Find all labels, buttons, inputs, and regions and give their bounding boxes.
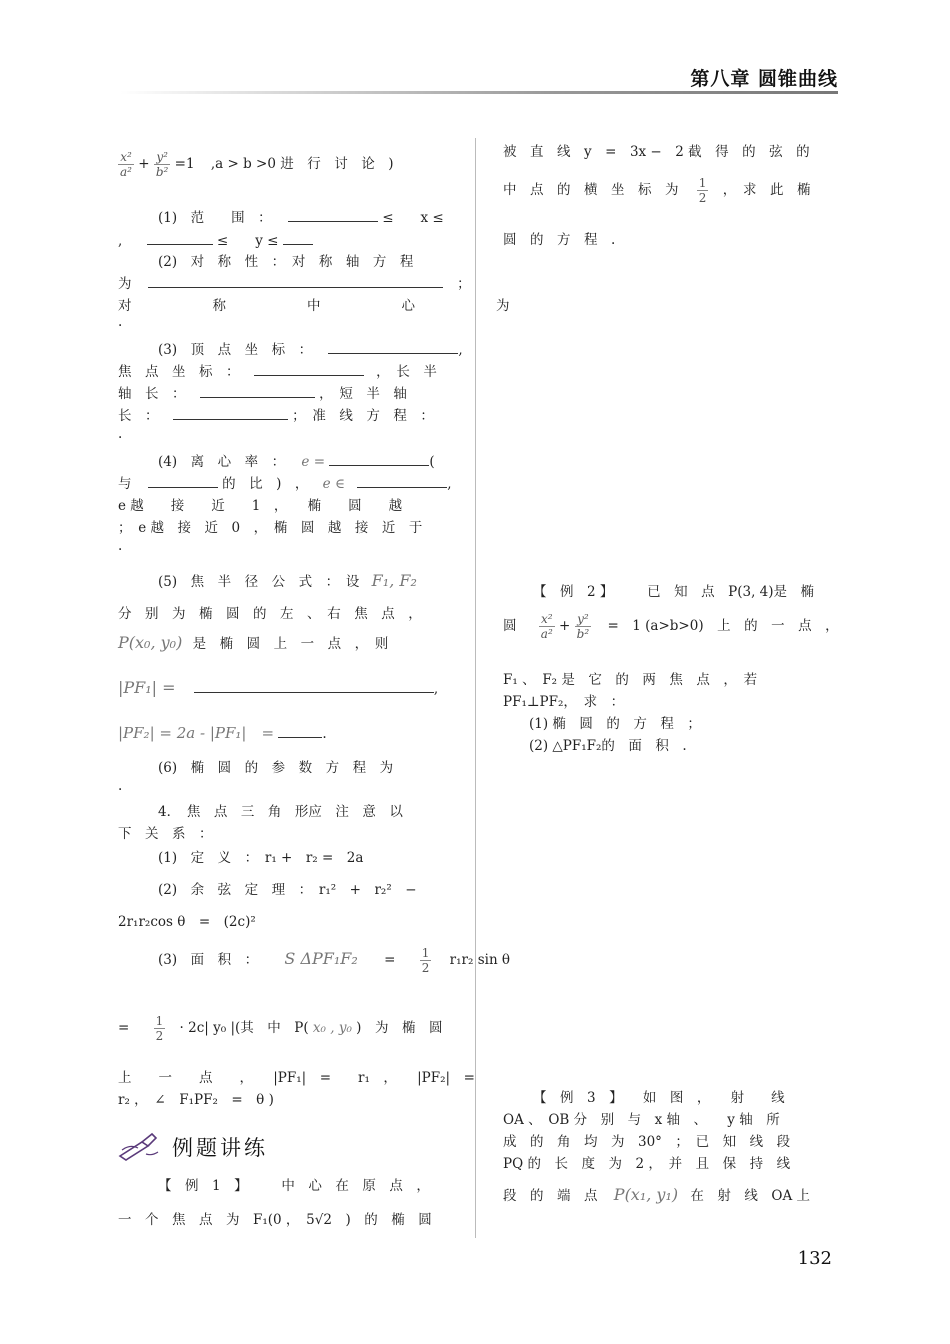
chapter-title: 第八章 圆锥曲线 <box>690 68 838 90</box>
range-line: (1) 范 围 ： ≤ x ≤ <box>158 210 444 226</box>
focus-line: 焦 点 坐 标 ： ， 长 半 <box>118 364 437 380</box>
symmetry-blank-line: 为 ； <box>118 276 471 292</box>
pf2-line: |PF₂| = 2a - |PF₁| = . <box>118 724 327 742</box>
example-2: 【 例 2 】 已 知 点 P(3, 4)是 椭 <box>533 584 815 600</box>
header-rule <box>120 91 838 94</box>
example-3: 【 例 3 】 如 图 ， 射 线 <box>533 1090 785 1106</box>
center-line: 对 称 中 心 为 <box>118 298 510 314</box>
area-line: (3) 面 积 ： S ΔPF₁F₂ = $\frac{1}{2}$ r₁r₂ sin θ <box>158 946 511 975</box>
ellipse-equation: $\frac{\text{x²}}{\text{a²}}$ + $\frac{\text{y²}}{\text{b²}}$ =1 ,a > b >0 进 行 讨 论 ) <box>120 150 394 179</box>
pen-icon <box>118 1132 160 1162</box>
focal-radius-line: (5) 焦 半 径 公 式 ： 设 F₁, F₂ <box>158 571 417 590</box>
triangle-heading: 4． 焦 点 三 角 形应 注 意 以 <box>158 804 403 820</box>
pf1-line: |PF₁| = , <box>118 678 439 697</box>
range-blank <box>288 208 378 222</box>
symmetry-line: (2) 对 称 性 ： 对 称 轴 方 程 <box>158 254 414 270</box>
page-number: 132 <box>797 1248 832 1269</box>
range-y-line: , ≤ y ≤ <box>118 229 313 249</box>
vertex-line: (3) 顶 点 坐 标 ： , <box>158 342 463 358</box>
eccentricity-line: (4) 离 心 率 ： e = ( <box>158 454 435 470</box>
eccentricity-ratio-line: 与 的 比 ) ， e ∈ , <box>118 476 452 492</box>
axis-line: 轴 长 ： ， 短 半 轴 <box>118 386 407 402</box>
section-title: 例题讲练 <box>172 1136 268 1160</box>
page-header <box>0 0 950 100</box>
directrix-line: 长 ： ； 准 线 方 程 ： <box>118 408 434 424</box>
area-line-2: = $\frac{1}{2}$ · 2c| y₀ |(其 中 P( x₀ , y₀ ) 为 椭 圆 <box>118 1014 443 1043</box>
